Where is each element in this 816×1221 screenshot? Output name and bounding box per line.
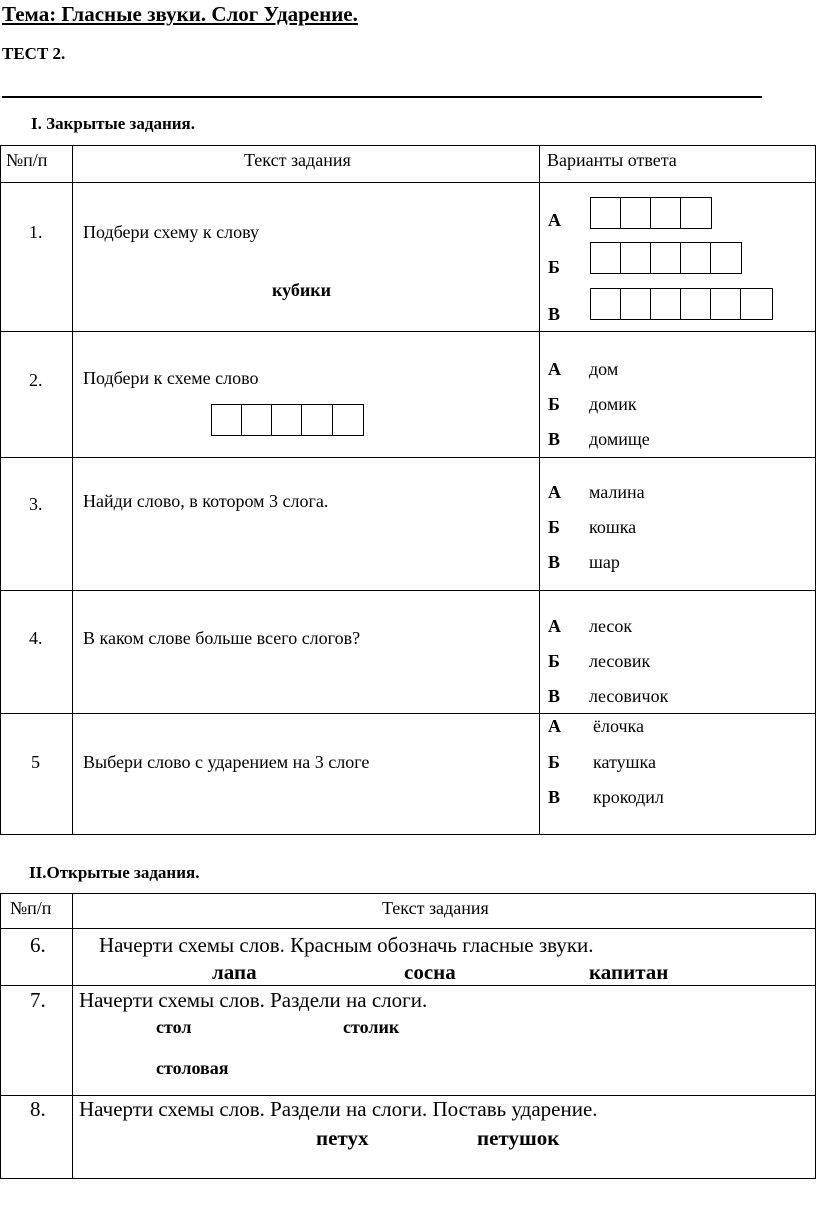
scheme-cell (650, 242, 681, 274)
table-border (0, 985, 816, 986)
scheme-cell (680, 197, 712, 229)
table-border (0, 928, 816, 929)
option-letter: Б (548, 651, 560, 671)
column-header-number: №п/п (6, 150, 48, 170)
option-text: лесовик (589, 651, 651, 671)
option-letter: В (548, 304, 561, 324)
task-word: лапа (212, 960, 257, 984)
task-number: 5 (31, 752, 40, 772)
scheme-cell (590, 288, 621, 320)
table-border (539, 145, 540, 835)
table-border (0, 182, 816, 183)
scheme-cell (620, 242, 651, 274)
option-letter: Б (548, 752, 560, 772)
column-header-number: №п/п (10, 898, 52, 918)
scheme-cell (211, 404, 242, 436)
task-word: стол (156, 1017, 192, 1037)
scheme-cell (241, 404, 272, 436)
scheme-cell (710, 242, 742, 274)
table-border (0, 145, 816, 146)
closed-tasks-heading: I. Закрытые задания. (31, 114, 195, 133)
task-word: кубики (272, 280, 331, 300)
task-number: 4. (29, 628, 43, 648)
column-header-task: Текст задания (382, 898, 489, 918)
table-border (72, 893, 73, 1179)
task-word: столик (343, 1017, 400, 1037)
task-text: Подбери схему к слову (83, 222, 259, 242)
task-number: 8. (30, 1097, 46, 1121)
scheme-cell (740, 288, 773, 320)
option-text: лесовичок (589, 686, 669, 706)
option-letter: А (548, 716, 561, 736)
option-letter: В (548, 429, 561, 449)
option-text: катушка (593, 752, 656, 772)
option-letter: В (548, 686, 561, 706)
option-text: малина (589, 482, 645, 502)
option-letter: А (548, 482, 561, 502)
task-text: Выбери слово с ударением на 3 слоге (83, 752, 370, 772)
option-text: лесок (589, 616, 633, 636)
task-text: Начерти схемы слов. Красным обозначь гласные звуки. (99, 933, 594, 957)
task-word: петух (316, 1126, 369, 1150)
table-border (0, 590, 816, 591)
table-border (0, 1095, 816, 1096)
task-word: капитан (589, 960, 669, 984)
task-number: 7. (30, 988, 46, 1012)
table-border (0, 834, 816, 835)
option-text: домище (589, 429, 650, 449)
task-word: петушок (477, 1126, 560, 1150)
option-letter: Б (548, 517, 560, 537)
option-text: домик (589, 394, 637, 414)
table-border (0, 893, 816, 894)
task-word: сосна (404, 960, 456, 984)
scheme-cell (620, 288, 651, 320)
option-letter: В (548, 552, 561, 572)
column-header-task: Текст задания (244, 150, 351, 170)
scheme-cell (650, 197, 681, 229)
task-text: Найди слово, в котором 3 слога. (83, 491, 329, 511)
scheme-cell (650, 288, 681, 320)
task-number: 3. (29, 494, 43, 514)
option-letter: В (548, 787, 561, 807)
table-border (0, 331, 816, 332)
option-text: дом (589, 359, 619, 379)
scheme-cell (332, 404, 364, 436)
scheme-cell (271, 404, 302, 436)
scheme-cell (620, 197, 651, 229)
task-text: Подбери к схеме слово (83, 368, 259, 388)
table-border (0, 893, 1, 1179)
task-number: 1. (29, 222, 43, 242)
table-border (0, 713, 816, 714)
option-text: ёлочка (593, 716, 645, 736)
divider-line (2, 96, 762, 98)
task-text: Начерти схемы слов. Раздели на слоги. Поставь ударение. (79, 1097, 598, 1121)
task-number: 6. (30, 933, 46, 957)
task-text: В каком слове больше всего слогов? (83, 628, 361, 648)
column-header-answers: Варианты ответа (547, 150, 677, 170)
option-letter: Б (548, 394, 560, 414)
test-label: ТЕСТ 2. (2, 44, 66, 63)
scheme-cell (680, 288, 711, 320)
scheme-cell (590, 242, 621, 274)
page-title: Тема: Гласные звуки. Слог Ударение. (2, 2, 358, 26)
scheme-cell (710, 288, 741, 320)
option-letter: А (548, 616, 561, 636)
table-border (0, 457, 816, 458)
scheme-cell (301, 404, 333, 436)
open-tasks-heading: II.Открытые задания. (29, 863, 200, 882)
option-text: кошка (589, 517, 637, 537)
option-letter: Б (548, 257, 560, 277)
table-border (0, 145, 1, 835)
table-border (72, 145, 73, 835)
option-text: крокодил (593, 787, 664, 807)
option-letter: А (548, 210, 561, 230)
scheme-cell (590, 197, 621, 229)
option-text: шар (589, 552, 620, 572)
task-word: столовая (156, 1058, 229, 1078)
scheme-cell (680, 242, 711, 274)
task-text: Начерти схемы слов. Раздели на слоги. (79, 988, 428, 1012)
table-border (0, 1178, 816, 1179)
option-letter: А (548, 359, 561, 379)
task-number: 2. (29, 370, 43, 390)
